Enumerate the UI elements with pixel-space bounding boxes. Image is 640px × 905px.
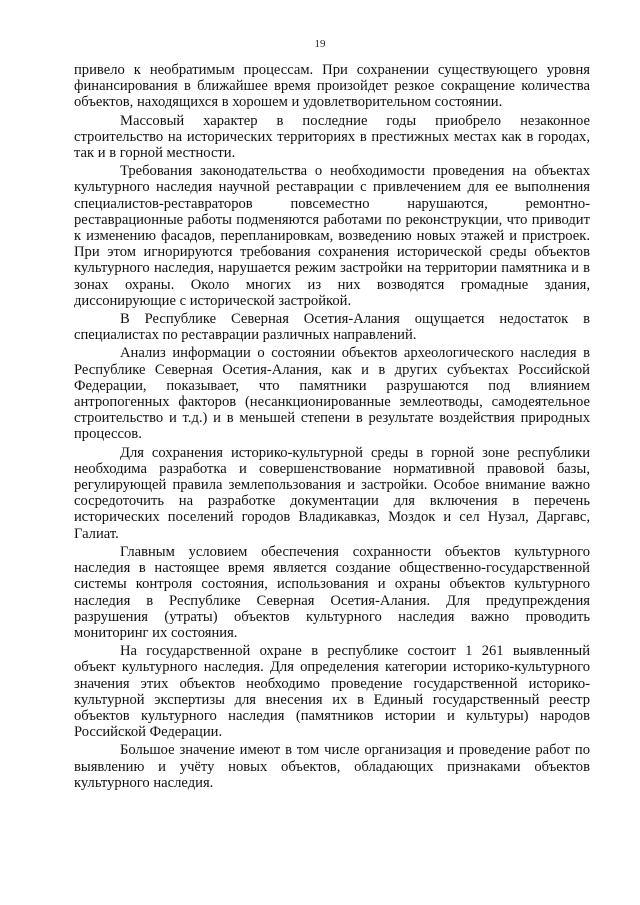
paragraph: На государственной охране в республике состоит 1 261 выявленный объект культурного наследия. Для определения категории историко-культурного значения этих объектов необходимо проведение государственной историко-культурной экспертизы для внесения их в Единый государственный реестр объектов культурного наследия (памятников истории и культуры) народов Российской Федерации. [74,643,590,741]
paragraph: привело к необратимым процессам. При сохранении существующего уровня финансирования в ближайшее время произойдет резкое сокращение количества объектов, находящихся в хорошем и удовлетворительном состоянии. [74,62,590,111]
paragraph: Массовый характер в последние годы приобрело незаконное строительство на исторических территориях в престижных местах как в городах, так и в горной местности. [74,112,590,162]
paragraph: Главным условием обеспечения сохранности объектов культурного наследия в настоящее время является создание общественно-государственной системы контроля состояния, использования и охраны объектов культурного наследия в Республике Северная Осетия-Алания. Для предупреждения разрушения (утраты) объектов культурного наследия важно проводить мониторинг их состояния. [74,543,590,641]
paragraph: Для сохранения историко-культурной среды в горной зоне республики необходима разработка и совершенствование нормативной правовой базы, регулирующей правила землепользования и застройки. Особое внимание важно сосредоточить на разработке документации для включения в перечень исторических поселений городов Владикавказ, Моздок и сел Нузал, Даргавс, Галиат. [74,444,590,542]
paragraph: В Республике Северная Осетия-Алания ощущается недостаток в специалистах по реставрации различных направлений. [74,311,590,344]
body-text [74,62,590,793]
paragraph: Большое значение имеют в том числе организация и проведение работ по выявлению и учёту новых объектов, обладающих признаками объектов культурного наследия. [74,742,590,791]
paragraph: Анализ информации о состоянии объектов археологического наследия в Республике Северная Осетия-Алания, как и в других субъектах Российской Федерации, показывает, что памятники разрушаются под влиянием антропогенных факторов (несанкционированные землеотводы, самодеятельное строительство и т.д.) и в меньшей степени в результате воздействия природных процессов. [74,345,590,443]
page-number: 19 [314,38,326,50]
paragraph: Требования законодательства о необходимости проведения на объектах культурного наследия научной реставрации с привлечением для ее выполнения специалистов-реставраторов повсеместно нарушаются, ремонтно-реставрационные работы подменяются работами по реконструкции, что приводит к изменению фасадов, перепланировкам, возведению новых этажей и пристроек. При этом игнорируются требования сохранения исторической среды объектов культурного наследия, нарушается режим застройки на территории памятника и в зонах охраны. Около многих из них возводятся громадные здания, диссонирующие с исторической застройкой. [74,163,590,309]
